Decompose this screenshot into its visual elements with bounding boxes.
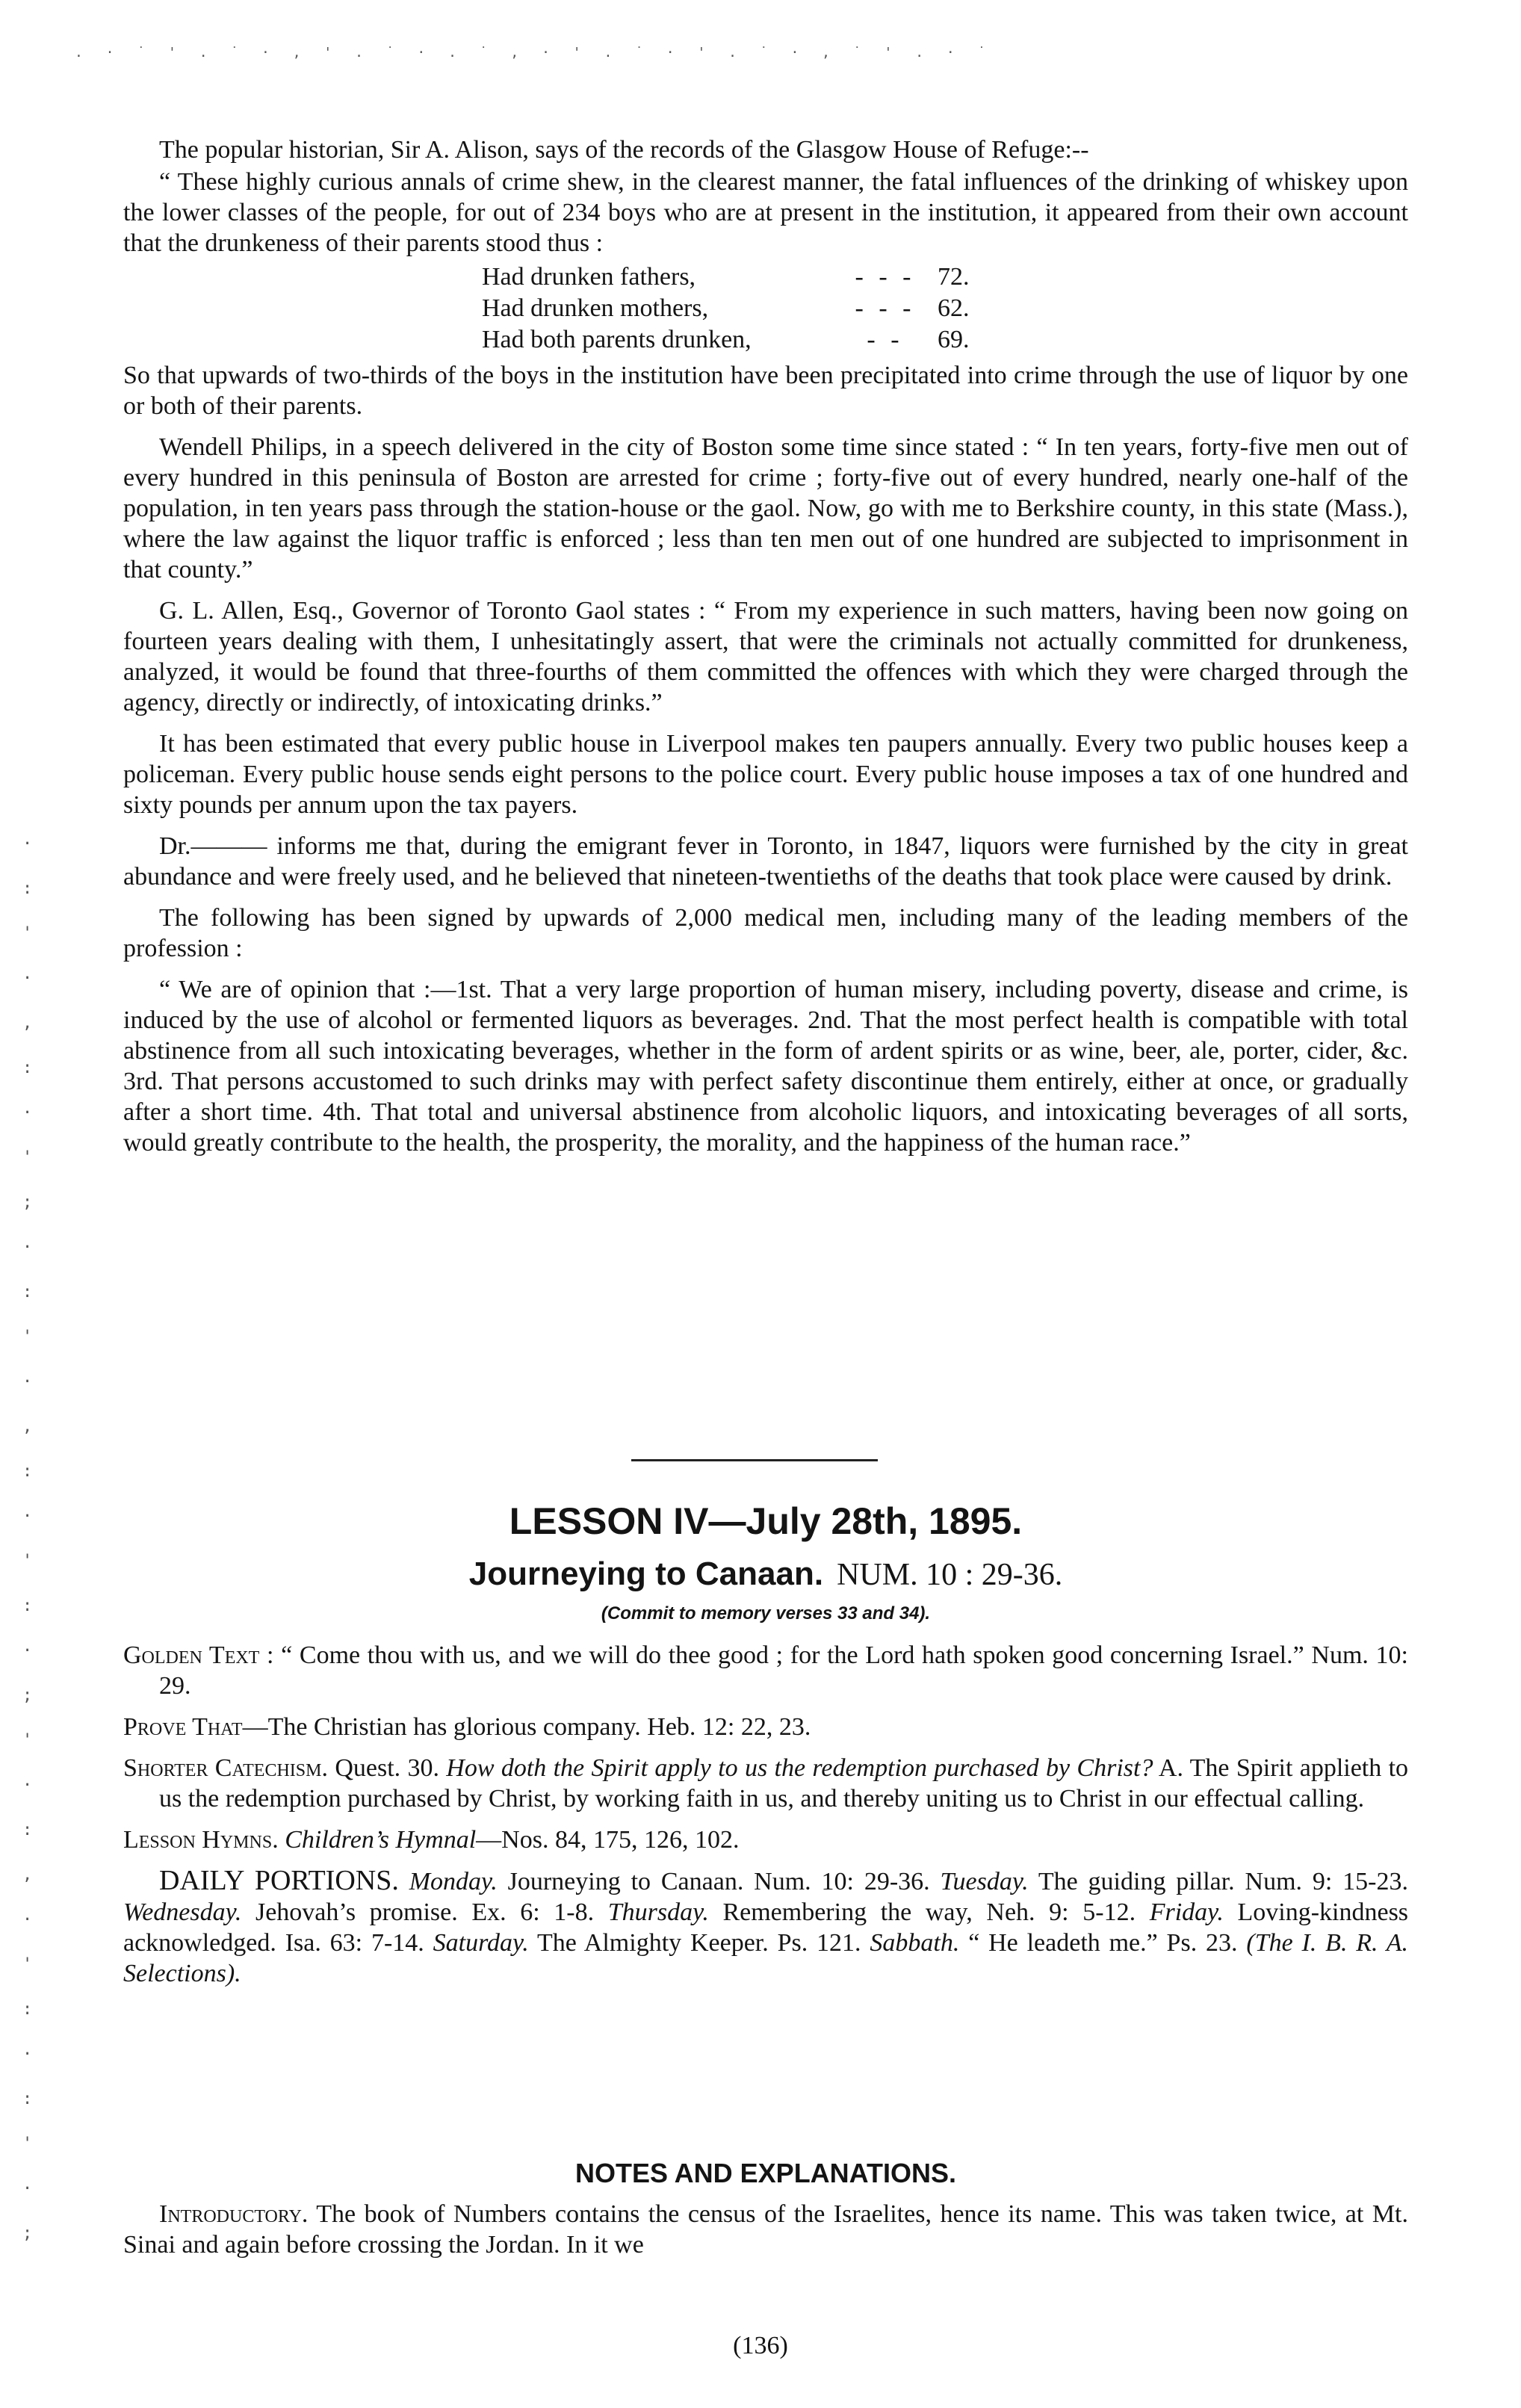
allen-paragraph: G. L. Allen, Esq., Governor of Toronto Gaol states : “ From my experience in such matters, having been now going on fourteen years dealing with them, I unhesitatingly assert, that were the criminals not actually committed for drunkeness, analyzed, it would be found that three-fourths of them committed the offences with which they were charged through the agency, directly or indirectly, of intoxicating drinks.” — [123, 597, 1408, 716]
daily-day: Friday. — [1149, 1898, 1224, 1926]
notes-introductory — [123, 2199, 1408, 2260]
lesson-section — [123, 1498, 1408, 1989]
lesson-subtitle-main: Journeying to Canaan. — [468, 1556, 824, 1592]
golden-text-label: Golden Text : — [123, 1641, 274, 1669]
phillips-paragraph: Wendell Philips, in a speech delivered in the city of Boston some time since stated : “ In ten years, forty-five men out of every hundred in this peninsula of Boston are arrested for crime ; forty-five out of every hundred, nearly one-half of the population, in ten years pass through the station-house or the gaol. Now, go with me to Berkshire county, in this state (Mass.), where the law against the liquor traffic is enforced ; less than ten men out of one hundred are subjected to imprisonment in that county.” — [123, 433, 1408, 584]
medical-quote-paragraph: “ We are of opinion that :—1st. That a very large proportion of human misery, including poverty, disease and crime, is induced by the use of alcohol or fermented liquors as beverages. 2nd. That the most perfect health is compatible with total abstinence from all such intoxicating beverages, whether in the form of ardent spirits or as wine, beer, ale, porter, cider, &c. 3rd. That persons accustomed to such drinks may with perfect safety discontinue them entirely, either at once, or gradually after a short time. 4th. That total and universal abstinence from alcoholic liquors, and intoxicating beverages of all sorts, would greatly contribute to the health, the prosperity, the morality, and the happiness of the human race.” — [123, 976, 1408, 1157]
notes-section — [123, 2155, 1408, 2260]
toronto-paragraph: Dr.——— informs me that, during the emigrant fever in Toronto, in 1847, liquors were furnished by the city in great abundance and were freely used, and he believed that nineteen-twentieths of the deaths that took place were caused by drink. — [123, 832, 1408, 891]
daily-reading: The guiding pillar. Num. 9: 15-23. — [1038, 1868, 1409, 1895]
lesson-subtitle — [123, 1555, 1408, 1601]
daily-reading: Loving-kindness acknowledged. Isa. 63: 7-14. — [123, 1898, 1409, 1957]
golden-text — [123, 1640, 1408, 1701]
stat-label: Had drunken mothers, — [482, 294, 709, 322]
top-section — [123, 134, 1408, 1158]
scan-noise-left: · : ' · , : · ' ; · : ' · , : · ' : · ; ' · : , · ' : · : ' · ; — [22, 835, 33, 2243]
daily-day: Thursday. — [607, 1898, 709, 1926]
hymns-book: Children’s Hymnal — [285, 1826, 477, 1854]
catechism-answer: A. The Spirit applieth to us the redemption purchased by Christ, by working faith in us, and thereby uniting us to Christ in our effectual calling. — [159, 1754, 1409, 1813]
prove-that — [123, 1712, 1408, 1742]
daily-reading: The Almighty Keeper. Ps. 121. — [536, 1929, 861, 1957]
catechism-label: Shorter Catechism. — [123, 1754, 328, 1782]
hymns-numbers: —Nos. 84, 175, 126, 102. — [476, 1826, 740, 1854]
prove-label: Prove That — [123, 1713, 243, 1741]
hymns-label: Lesson Hymns. — [123, 1826, 279, 1854]
lesson-hymns — [123, 1824, 1408, 1855]
stat-value: 62. — [938, 294, 970, 322]
daily-day: Tuesday. — [940, 1868, 1029, 1895]
alison-intro: The popular historian, Sir A. Alison, says of the records of the Glasgow House of Refuge:-- — [159, 136, 1089, 164]
stat-leader: - - - — [855, 263, 916, 291]
stat-row-mothers — [482, 293, 1408, 324]
daily-reading: “ He leadeth me.” Ps. 23. — [968, 1929, 1238, 1957]
liverpool-paragraph: It has been estimated that every public house in Liverpool makes ten paupers annually. Every two public houses keep a policeman. Every public house sends eight persons to the police court. Every public house imposes a tax of one hundred and sixty pounds per annum upon the tax payers. — [123, 730, 1408, 819]
stat-leader: - - - — [855, 294, 916, 322]
stat-row-both — [482, 324, 1408, 356]
alison-quote: “ These highly curious annals of crime shew, in the clearest manner, the fatal influences of the drinking of whiskey upon the lower classes of the people, for out of 234 boys who are at present in the institution, it appeared from their own account that the drunkeness of their parents stood thus : — [123, 168, 1408, 257]
stat-label: Had both parents drunken, — [482, 326, 752, 353]
selections-note: (The I. B. R. A. Selections). — [123, 1929, 1409, 1987]
commit-note: (Commit to memory verses 33 and 34). — [601, 1603, 931, 1624]
daily-portions-label: DAILY PORTIONS. — [159, 1865, 399, 1896]
section-divider — [631, 1459, 878, 1461]
medical-intro-paragraph: The following has been signed by upwards of 2,000 medical men, including many of the leading members of the profession : — [123, 904, 1408, 962]
lesson-title: LESSON IV—July 28th, 1895. — [509, 1500, 1023, 1542]
daily-portions — [123, 1866, 1408, 1989]
stat-leader: - - — [867, 326, 904, 353]
golden-text-body: “ Come thou with us, and we will do thee good ; for the Lord hath spoken good concerning Israel.” Num. 10: 29. — [159, 1641, 1408, 1700]
daily-reading: Jehovah’s promise. Ex. 6: 1-8. — [255, 1898, 595, 1926]
scan-noise-top: . · ˙ ' . ˙ · , ' . ˙ · . ˙ , · ' . ˙ · ' . ˙ · , ˙ ' . · ˙ — [75, 45, 994, 61]
shorter-catechism — [123, 1753, 1408, 1814]
stat-value: 69. — [938, 326, 970, 353]
daily-day: Wednesday. — [123, 1898, 242, 1926]
lesson-scripture-ref: NUM. 10 : 29-36. — [837, 1558, 1063, 1592]
daily-reading: Journeying to Canaan. Num. 10: 29-36. — [507, 1868, 930, 1895]
catechism-quest: Quest. 30. — [335, 1754, 439, 1782]
introductory-body: The book of Numbers contains the census of the Israelites, hence its name. This was taken twice, at Mt. Sinai and again before crossing the Jordan. In it we — [123, 2200, 1408, 2259]
stat-row-fathers — [482, 261, 1408, 293]
catechism-question: How doth the Spirit apply to us the redemption purchased by Christ? — [446, 1754, 1153, 1782]
introductory-label: Introductory. — [159, 2200, 309, 2228]
drunken-parents-table — [482, 261, 1408, 356]
after-stats-paragraph: So that upwards of two-thirds of the boys in the institution have been precipitated into crime through the use of liquor by one or both of their parents. — [123, 362, 1408, 420]
stat-value: 72. — [938, 263, 970, 291]
stat-label: Had drunken fathers, — [482, 263, 696, 291]
notes-heading: NOTES AND EXPLANATIONS. — [574, 2158, 957, 2188]
daily-day: Sabbath. — [870, 1929, 960, 1957]
daily-day: Saturday. — [433, 1929, 529, 1957]
daily-day: Monday. — [409, 1868, 498, 1895]
daily-reading: Remembering the way, Neh. 9: 5-12. — [722, 1898, 1136, 1926]
prove-body: —The Christian has glorious company. Heb. 12: 22, 23. — [242, 1713, 811, 1741]
page-number: (136) — [733, 2332, 788, 2359]
